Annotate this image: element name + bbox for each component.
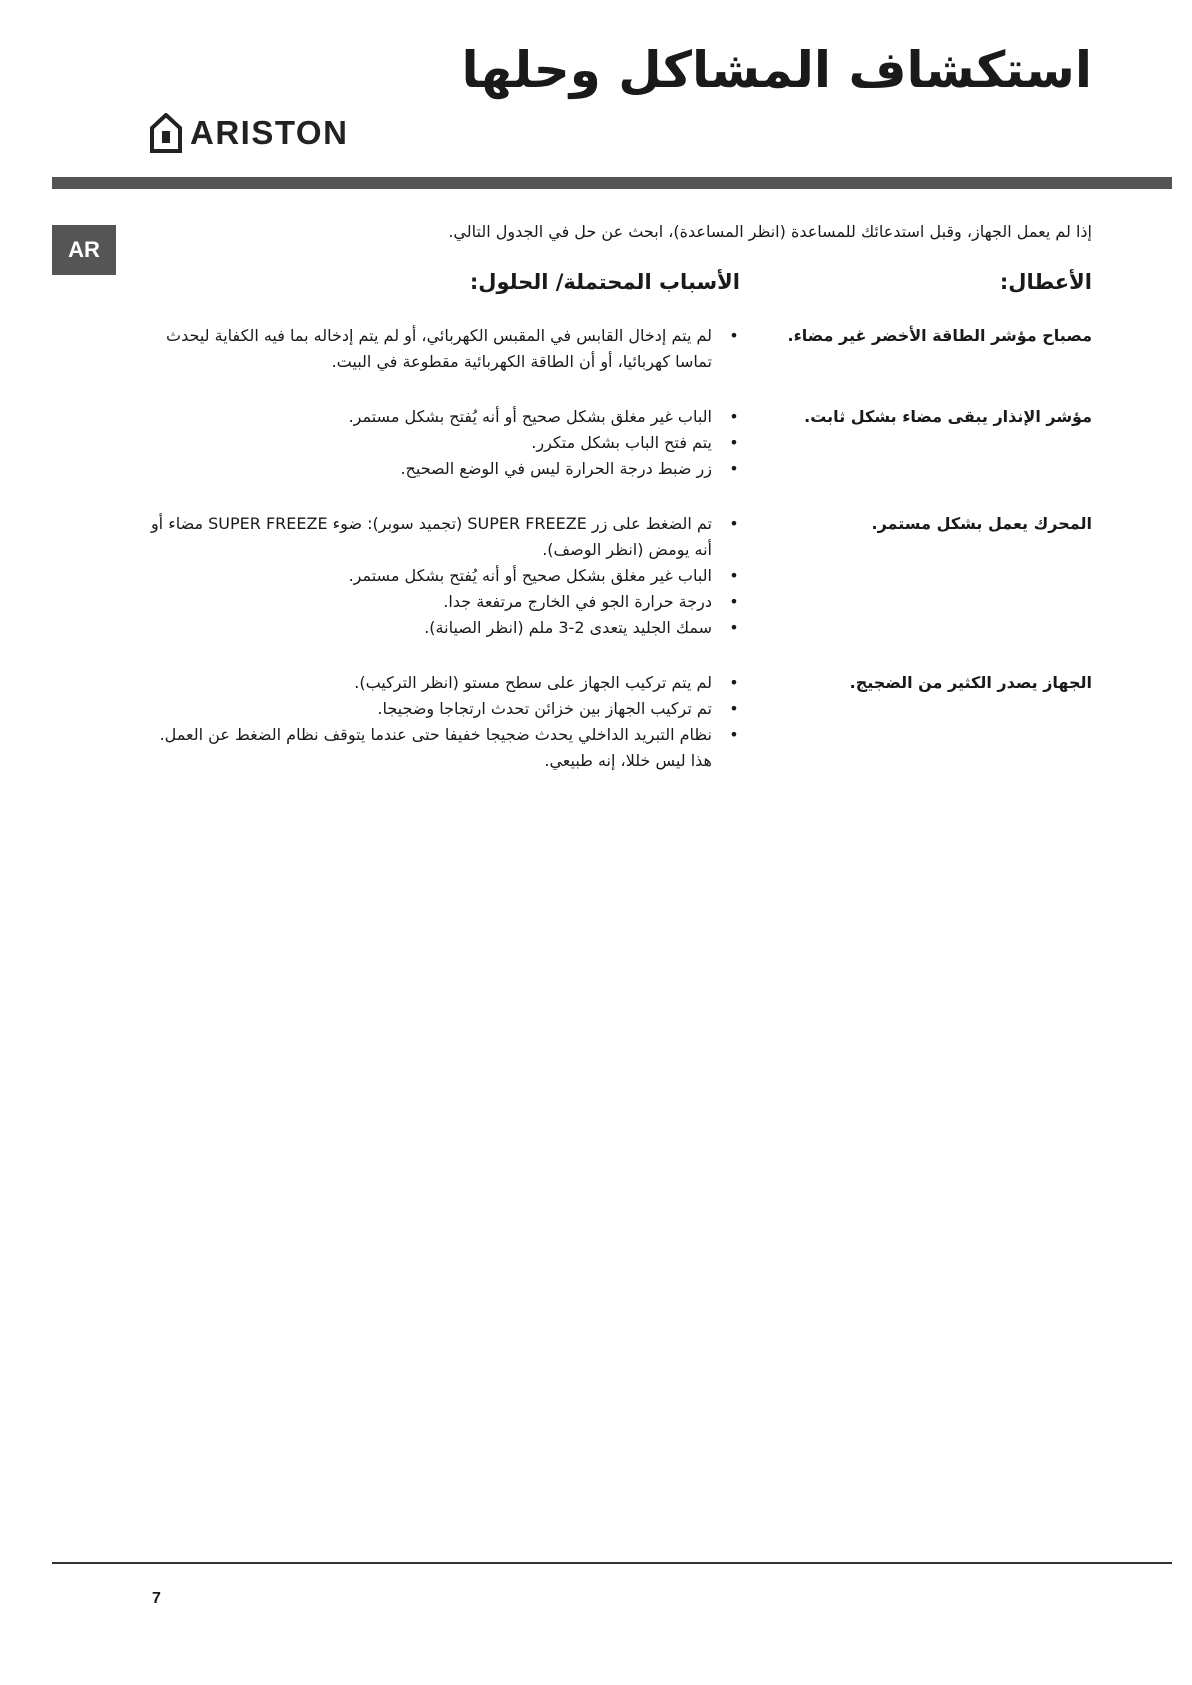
cause-item: • الباب غير مغلق بشكل صحيح أو أنه يُفتح بشكل مستمر. [135, 404, 740, 430]
causes-list-motor-continuous [135, 511, 740, 641]
fault-alarm-indicator: مؤشر الإنذار يبقى مضاء بشكل ثابت. [804, 407, 1092, 426]
causes-list-alarm-indicator [135, 404, 740, 482]
faults-column-header: الأعطال: [999, 270, 1092, 294]
house-icon [150, 113, 182, 153]
cause-item: • يتم فتح الباب بشكل متكرر. [135, 430, 740, 456]
causes-list-noise [135, 670, 740, 774]
causes-column-header: الأسباب المحتملة/ الحلول: [469, 270, 740, 294]
causes-list-power-light [135, 323, 740, 375]
language-badge: AR [52, 225, 116, 275]
fault-noise: الجهاز يصدر الكثير من الضجيج. [849, 673, 1092, 692]
ariston-logo [150, 110, 348, 155]
cause-item: • تم تركيب الجهاز بين خزائن تحدث ارتجاجا وضجيجا. [135, 696, 740, 722]
cause-item: • نظام التبريد الداخلي يحدث ضجيجا خفيفا حتى عندما يتوقف نظام الضغط عن العمل. هذا ليس خللا، إنه طبيعي. [135, 722, 740, 774]
footer-divider [52, 1562, 1172, 1564]
cause-item: • الباب غير مغلق بشكل صحيح أو أنه يُفتح بشكل مستمر. [135, 563, 740, 589]
cause-item: • لم يتم تركيب الجهاز على سطح مستو (انظر التركيب). [135, 670, 740, 696]
brand-name: ARISTON [190, 113, 349, 151]
cause-item: • سمك الجليد يتعدى 2-3 ملم (انظر الصيانة). [135, 615, 740, 641]
intro-text: إذا لم يعمل الجهاز، وقبل استدعائك للمساعدة (انظر المساعدة)، ابحث عن حل في الجدول التالي. [448, 222, 1092, 241]
cause-item: • تم الضغط على زر SUPER FREEZE (تجميد سوبر): ضوء SUPER FREEZE مضاء أو أنه يومض (انظر الوصف). [135, 511, 740, 563]
header-divider [52, 177, 1172, 189]
cause-item: • درجة حرارة الجو في الخارج مرتفعة جدا. [135, 589, 740, 615]
fault-power-light: مصباح مؤشر الطاقة الأخضر غير مضاء. [787, 326, 1092, 345]
page-title: استكشاف المشاكل وحلها [461, 41, 1092, 99]
cause-item: • لم يتم إدخال القابس في المقبس الكهربائي، أو لم يتم إدخاله بما فيه الكفاية ليحدث تماسا كهربائيا، أو أن الطاقة الكهربائية مقطوعة في البيت. [135, 323, 740, 375]
cause-item: • زر ضبط درجة الحرارة ليس في الوضع الصحيح. [135, 456, 740, 482]
fault-motor-continuous: المحرك يعمل بشكل مستمر. [871, 514, 1092, 533]
page-number: 7 [152, 1590, 161, 1607]
